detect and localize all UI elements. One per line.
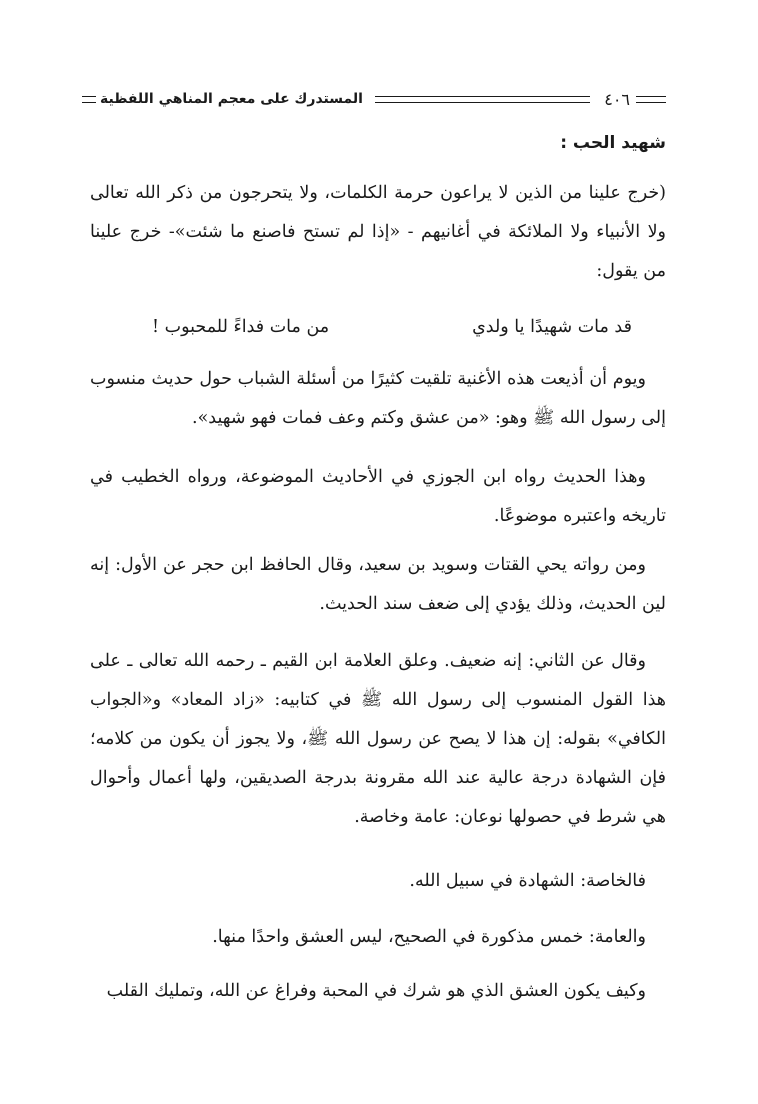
paragraph-special-martyrdom: فالخاصة: الشهادة في سبيل الله. <box>409 871 646 891</box>
paragraph-general-martyrdom: والعامة: خمس مذكورة في الصحيح، ليس العشق واحدًا منها. <box>212 927 646 947</box>
paragraph-hadith-question: ويوم أن أذيعت هذه الأغنية تلقيت كثيرًا من أسئلة الشباب حول حديث منسوب إلى رسول الله ﷺ وهو: «من عشق وكتم وعف فمات فهو شهيد». <box>90 369 666 428</box>
page-header <box>82 86 666 112</box>
paragraph-narrators: ومن رواته يحي القتات وسويد بن سعيد، وقال الحافظ ابن حجر عن الأول: إنه لين الحديث، وذلك يؤدي إلى ضعف سند الحديث. <box>90 555 666 614</box>
paragraph-ibn-qayyim: وقال عن الثاني: إنه ضعيف. وعلق العلامة ابن القيم ـ رحمه الله تعالى ـ على هذا القول المنسوب إلى رسول الله ﷺ في كتابيه: «زاد المعاد» و«الجواب الكافي» بقوله: إن هذا لا يصح عن رسول الله ﷺ، ولا يجوز أن يكون من كلامه؛ فإن الشهادة درجة عالية عند الله مقرونة بدرجة الصديقين، ولها أعمال وأحوال هي شرط في حصولها نوعان: عامة وخاصة. <box>90 651 666 827</box>
header-rule-right <box>636 96 666 103</box>
section-title: شهيد الحب : <box>560 133 666 153</box>
page-number: ٤٠٦ <box>604 89 630 109</box>
paragraph-ibn-jawzi: وهذا الحديث رواه ابن الجوزي في الأحاديث الموضوعة، ورواه الخطيب في تاريخه واعتبره موضوعًا. <box>90 467 666 526</box>
header-rule-middle <box>375 96 590 103</box>
running-title: المستدرك على معجم المناهي اللفظية <box>100 91 363 107</box>
header-rule-left <box>82 96 96 103</box>
paragraph-intro: (خرج علينا من الذين لا يراعون حرمة الكلمات، ولا يتحرجون من ذكر الله تعالى ولا الأنبياء ولا الملائكة في أغانيهم - «إذا لم تستح فاصنع ما شئت»- خرج علينا من يقول: <box>90 183 666 281</box>
verse-first-hemistich: قد مات شهيدًا يا ولدي <box>472 317 632 337</box>
paragraph-closing: وكيف يكون العشق الذي هو شرك في المحبة وفراغ عن الله، وتمليك القلب <box>106 981 646 1001</box>
verse-second-hemistich: من مات فداءً للمحبوب ! <box>152 317 330 337</box>
poetry-verse <box>152 312 632 342</box>
